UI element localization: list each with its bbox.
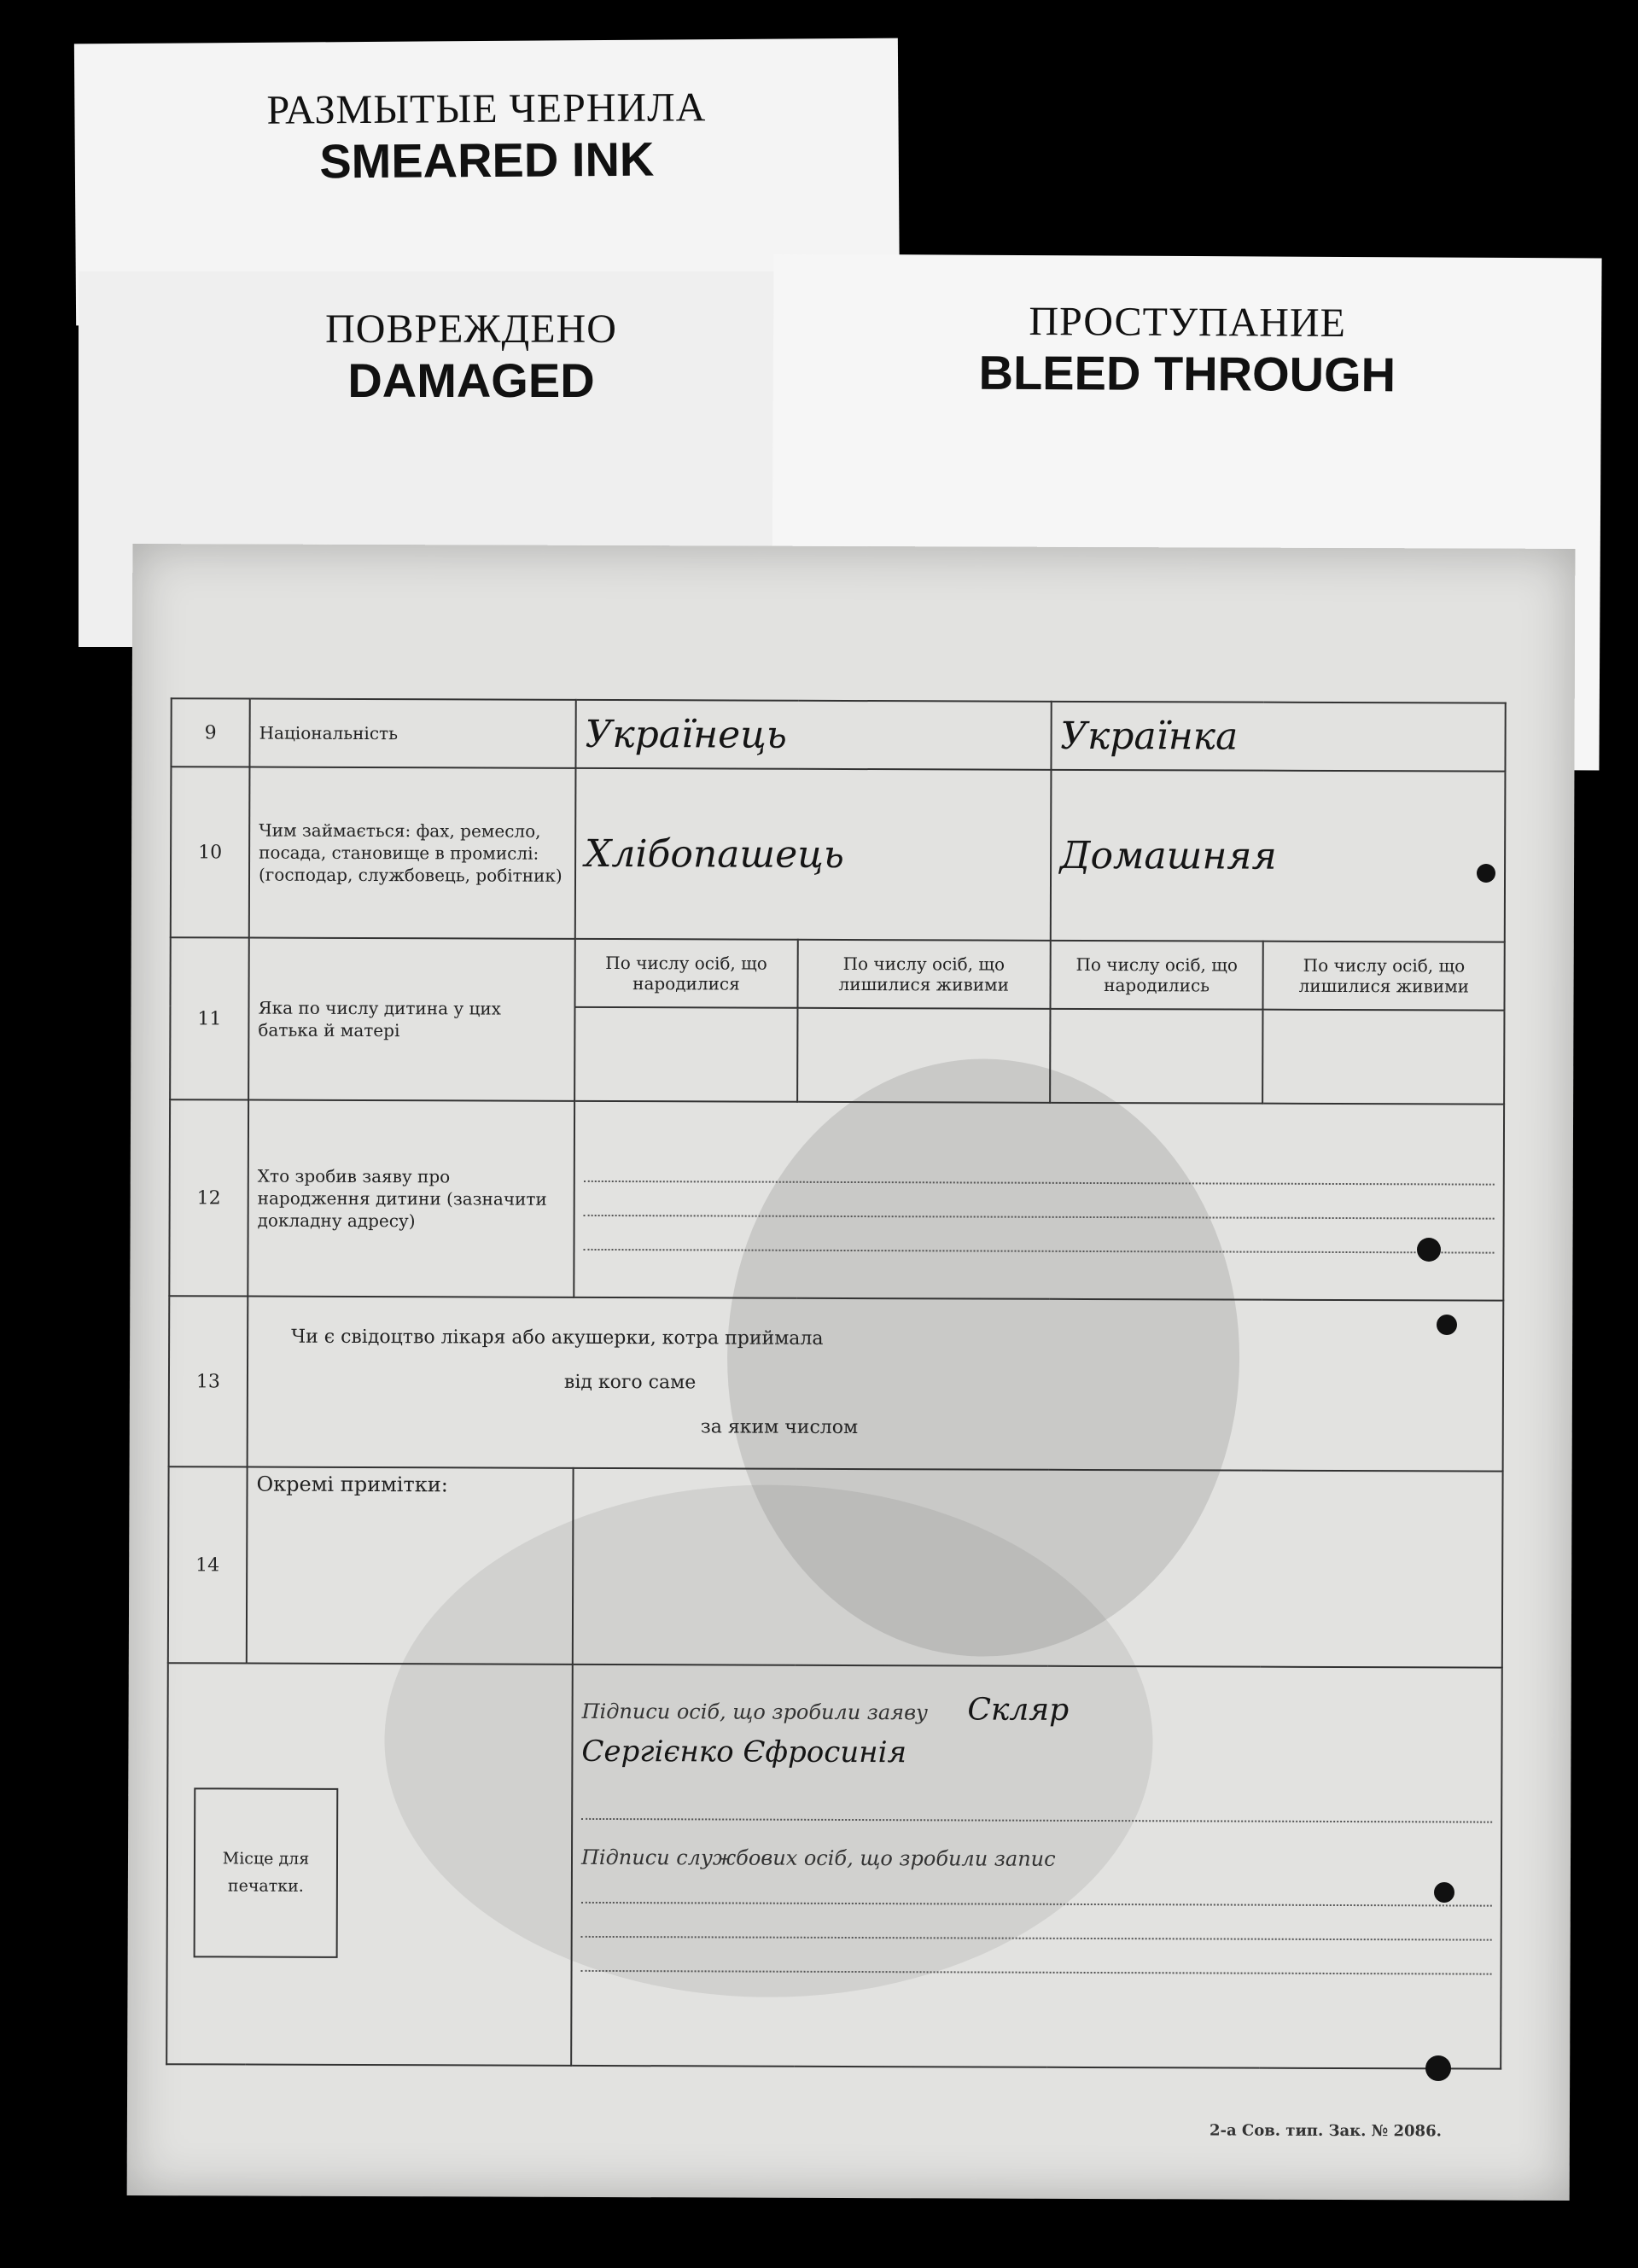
question-label: Окремі примітки: — [247, 1467, 574, 1665]
smeared-ink-label-en: SMEARED INK — [319, 131, 655, 189]
row-number: 13 — [169, 1296, 248, 1466]
certificate-question-line3: за яким числом — [700, 1416, 859, 1439]
mother-nationality: Українка — [1051, 702, 1506, 772]
printer-mark: 2-а Сов. тип. Зак. № 2086. — [1209, 2121, 1442, 2141]
applicant-signature-1: Скляр — [967, 1692, 1070, 1728]
column-header: По числу осіб, що народилися — [574, 939, 797, 1008]
applicants-signature-label: Підписи осіб, що зробили заяву — [581, 1699, 929, 1725]
mother-occupation: Домашняя — [1050, 770, 1505, 942]
certificate-question-line2: від кого саме — [563, 1371, 697, 1394]
value-cell — [1263, 1010, 1505, 1105]
stamp-cell — [166, 1663, 573, 2066]
row-number: 11 — [170, 937, 249, 1099]
bleed-through-label-ru: ПРОСТУПАНИЕ — [1029, 299, 1347, 346]
birth-record-form-sheet — [127, 544, 1576, 2201]
bleed-through-label-en: BLEED THROUGH — [978, 345, 1396, 402]
question-label: Національність — [249, 699, 575, 768]
row-number: 12 — [169, 1099, 248, 1296]
value-cell — [1050, 1009, 1263, 1104]
row-signatures — [166, 1663, 1502, 2068]
question-label: Яка по числу дитина у цих батька й матері — [248, 938, 575, 1101]
form-table — [166, 697, 1507, 2069]
row-certificate — [169, 1296, 1504, 1471]
father-occupation: Хлібопашець — [575, 768, 1051, 941]
signature-area — [571, 1665, 1502, 2069]
father-nationality: Українець — [575, 700, 1051, 770]
row-number: 14 — [168, 1466, 248, 1663]
row-notes — [168, 1466, 1503, 1667]
stamp-label-line2: печатки. — [227, 1876, 304, 1896]
officials-signature-label: Підписи службових осіб, що зробили запис — [580, 1845, 1056, 1871]
damaged-label-ru: ПОВРЕЖДЕНО — [325, 306, 617, 352]
row-child-order-header — [170, 937, 1504, 1010]
column-header: По числу осіб, що лишилися живими — [797, 940, 1050, 1009]
row-declarant — [169, 1099, 1504, 1300]
row-occupation — [171, 767, 1506, 942]
smeared-ink-label-ru: РАЗМЫТЫЕ ЧЕРНИЛА — [266, 85, 707, 133]
value-cell — [797, 1008, 1050, 1103]
stamp-place-box — [194, 1787, 339, 1958]
declarant-value — [574, 1101, 1504, 1301]
certificate-question-line1: Чи є свідоцтво лікаря або акушерки, котра приймала — [291, 1326, 824, 1350]
question-label: Чим займається: фах, ремесло, посада, становище в промислі: (господар, службовець, робітник) — [249, 767, 576, 939]
row-number: 9 — [171, 698, 249, 767]
damaged-label-en: DAMAGED — [347, 353, 595, 407]
notes-value — [573, 1468, 1503, 1668]
column-header: По числу осіб, що лишилися живими — [1263, 942, 1505, 1011]
column-header: По числу осіб, що народились — [1050, 941, 1263, 1010]
row-nationality — [171, 698, 1505, 771]
value-cell — [574, 1007, 797, 1102]
certificate-question — [248, 1297, 1504, 1472]
stamp-label-line1: Місце для — [222, 1849, 310, 1869]
row-number: 10 — [171, 767, 250, 937]
applicant-signature-2: Сергієнко Єфросинія — [581, 1734, 907, 1770]
question-label: Хто зробив заяву про народження дитини (зазначити докладну адресу) — [248, 1100, 574, 1297]
